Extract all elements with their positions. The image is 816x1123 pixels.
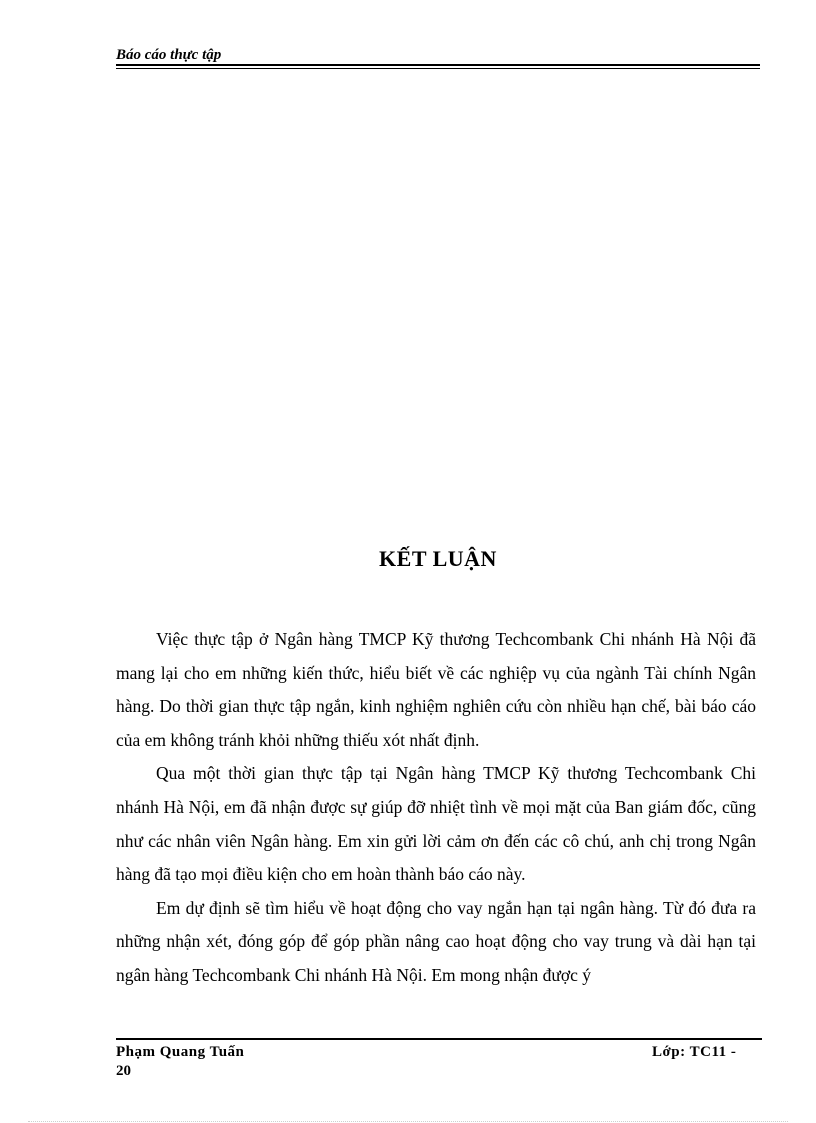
page-edge-divider (28, 1121, 788, 1122)
header-title: Báo cáo thực tập (116, 47, 222, 63)
header-rule-thick (116, 64, 760, 66)
paragraph-2: Qua một thời gian thực tập tại Ngân hàng TMCP Kỹ thương Techcombank Chi nhánh Hà Nội, em đã nhận được sự giúp đỡ nhiệt tình về mọi mặt của Ban giám đốc, cũng như các nhân viên Ngân hàng. Em xin gửi lời cảm ơn đến các cô chú, anh chị trong Ngân hàng đã tạo mọi điều kiện cho em hoàn thành báo cáo này. (116, 763, 756, 885)
footer-class: Lớp: TC11 - (652, 1044, 737, 1060)
body-text (116, 623, 756, 993)
footer-author: Phạm Quang Tuấn (116, 1044, 245, 1060)
paragraph-1: Việc thực tập ở Ngân hàng TMCP Kỹ thương Techcombank Chi nhánh Hà Nội đã mang lại cho em những kiến thức, hiểu biết về các nghiệp vụ của ngành Tài chính Ngân hàng. Do thời gian thực tập ngắn, kinh nghiệm nghiên cứu còn nhiều hạn chế, bài báo cáo của em không tránh khỏi những thiếu xót nhất định. (116, 629, 756, 750)
page-header (116, 46, 760, 69)
footer-rule (116, 1038, 762, 1040)
section-title: KẾT LUẬN (379, 546, 497, 571)
header-rule-thin (116, 68, 760, 69)
paragraph-3: Em dự định sẽ tìm hiểu về hoạt động cho vay ngắn hạn tại ngân hàng. Từ đó đưa ra những nhận xét, đóng góp để góp phần nâng cao hoạt động cho vay trung và dài hạn tại ngân hàng Techcombank Chi nhánh Hà Nội. Em mong nhận được ý (116, 897, 756, 985)
page-number: 20 (116, 1063, 131, 1079)
